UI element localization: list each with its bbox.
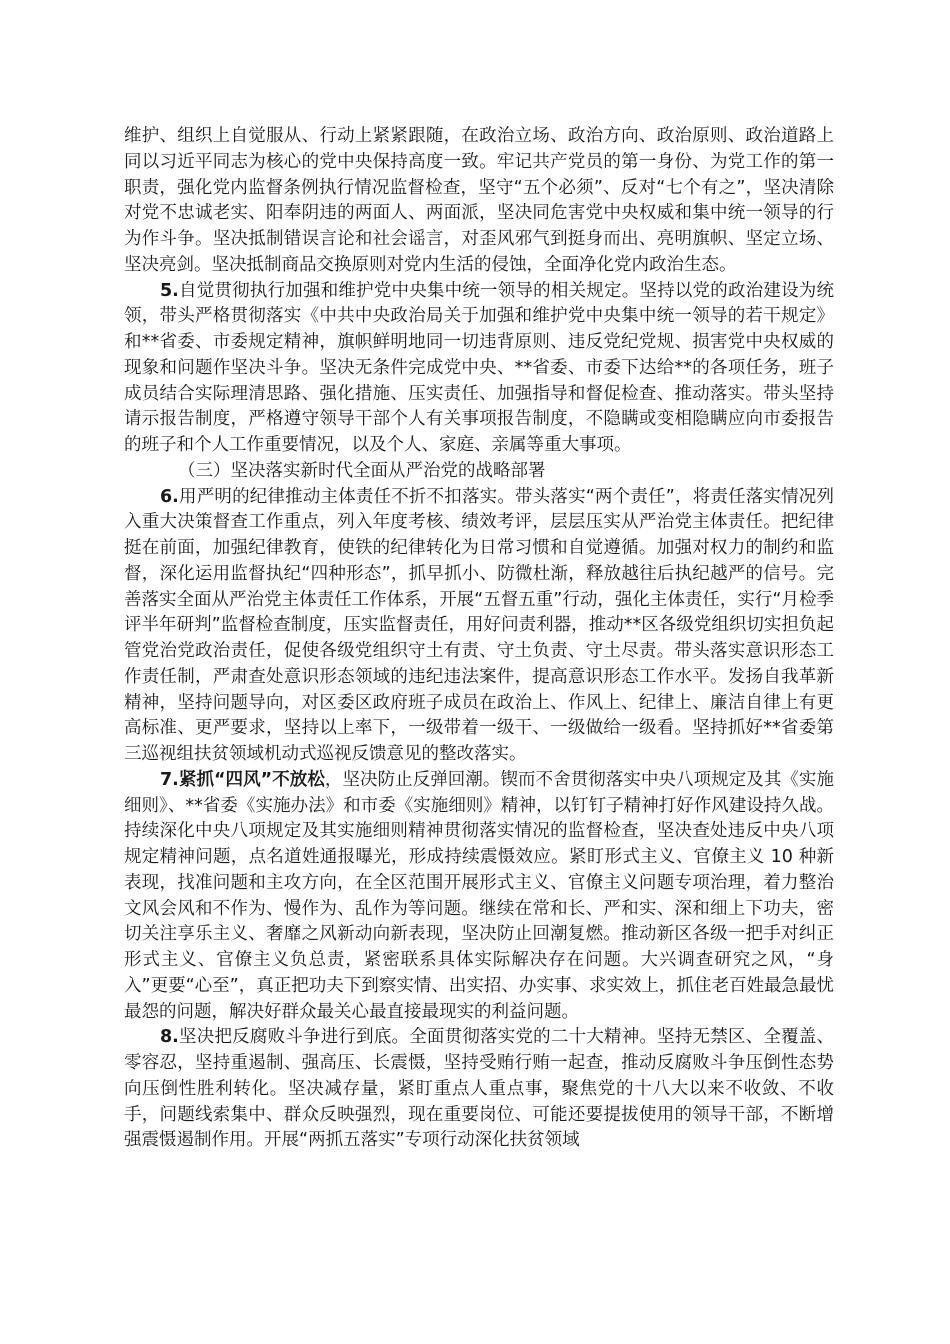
paragraph-text: 维护、组织上自觉服从、行动上紧紧跟随，在政治立场、政治方向、政治原则、政治道路上同以习近平同志为核心的党中央保持高度一致。牢记共产党员的第一身份、为党工作的第一职责，强化党内监督条例执行情况监督检查，坚守“五个必须”、反对“七个有之”，坚决清除对党不忠诚老实、阳奉阴违的两面人、两面派，坚决同危害党中央权威和集中统一领导的行为作斗争。坚决抵制错误言论和社会谣言，对歪风邪气到挺身而出、亮明旗帜、坚定立场、坚决亮剑。坚决抵制商品交换原则对党内生活的侵蚀，全面净化党内政治生态。 bbox=[124, 126, 834, 275]
item-number: 8. bbox=[160, 1027, 179, 1048]
document-body bbox=[124, 124, 834, 1154]
item-number: 5. bbox=[160, 280, 179, 301]
paragraph-item-6 bbox=[124, 485, 834, 768]
paragraph-item-8 bbox=[124, 1025, 834, 1154]
section-heading bbox=[124, 459, 834, 485]
item-number: 7. bbox=[160, 769, 179, 790]
item-lead-text: 紧抓“四风”不放松 bbox=[178, 769, 325, 790]
paragraph-text: 坚决把反腐败斗争进行到底。全面贯彻落实党的二十大精神。坚持无禁区、全覆盖、零容忍，坚持重遏制、强高压、长震慑，坚持受贿行贿一起查，推动反腐败斗争压倒性态势向压倒性胜利转化。坚决减存量，紧盯重点人重点事，聚焦党的十八大以来不收敛、不收手，问题线索集中、群众反映强烈，现在重要岗位、可能还要提拔使用的领导干部，不断增强震慑遏制作用。开展“两抓五落实”专项行动深化扶贫领域 bbox=[124, 1027, 834, 1151]
paragraph-text: 用严明的纪律推动主体责任不折不扣落实。带头落实“两个责任”，将责任落实情况列入重大决策督查工作重点，列入年度考核、绩效考评，层层压实从严治党主体责任。把纪律挺在前面，加强纪律教育，使铁的纪律转化为日常习惯和自觉遵循。加强对权力的制约和监督，深化运用监督执纪“四种形态”，抓早抓小、防微杜渐，释放越往后执纪越严的信号。完善落实全面从严治党主体责任工作体系，开展“五督五重”行动，强化主体责任，实行“月检季评半年研判”监督检查制度，压实监督责任，用好问责利器，推动**区各级党组织切实担负起管党治党政治责任，促使各级党组织守土有责、守土负责、守土尽责。带头落实意识形态工作责任制，严肃查处意识形态领域的违纪违法案件，提高意识形态工作水平。发扬自我革新精神，坚持问题导向，对区委区政府班子成员在政治上、作风上、纪律上、廉洁自律上有更高标准、更严要求，坚持以上率下，一级带着一级干、一级做给一级看。坚持抓好**省委第三巡视组扶贫领域机动式巡视反馈意见的整改落实。 bbox=[124, 486, 834, 764]
paragraph-text: 自觉贯彻执行加强和维护党中央集中统一领导的相关规定。坚持以党的政治建设为统领，带头严格贯彻落实《中共中央政治局关于加强和维护党中央集中统一领导的若干规定》和**省委、市委规定精神，旗帜鲜明地同一切违背原则、违反党纪党规、损害党中央权威的现象和问题作坚决斗争。坚决无条件完成党中央、**省委、市委下达给**的各项任务，班子成员结合实际理清思路、强化措施、压实责任、加强指导和督促检查、推动落实。带头坚持请示报告制度，严格遵守领导干部个人有关事项报告制度，不隐瞒或变相隐瞒应向市委报告的班子和个人工作重要情况，以及个人、家庭、亲属等重大事项。 bbox=[124, 280, 834, 455]
section-heading-text: （三）坚决落实新时代全面从严治党的战略部署 bbox=[178, 460, 546, 481]
paragraph-text: ，坚决防止反弹回潮。锲而不舍贯彻落实中央八项规定及其《实施细则》、**省委《实施办法》和市委《实施细则》精神，以钉钉子精神打好作风建设持久战。持续深化中央八项规定及其实施细则精神贯彻落实情况的监督检查，坚决查处违反中央八项规定精神问题，点名道姓通报曝光，形成持续震慑效应。紧盯形式主义、官僚主义 10 种新表现，找准问题和主攻方向，在全区范围开展形式主义、官僚主义问题专项治理，着力整治文风会风和不作为、慢作为、乱作为等问题。继续在常和长、严和实、深和细上下功夫，密切关注享乐主义、奢靡之风新动向新表现，坚决防止回潮复燃。推动新区各级一把手对纠正形式主义、官僚主义负总责，紧密联系具体实际解决存在问题。大兴调查研究之风，“身入”更要“心至”，真正把功夫下到察实情、出实招、办实事、求实效上，抓住老百姓最急最忧最怨的问题，解决好群众最关心最直接最现实的利益问题。 bbox=[124, 769, 834, 1022]
item-number: 6. bbox=[160, 486, 179, 507]
paragraph-continued bbox=[124, 124, 834, 279]
paragraph-item-5 bbox=[124, 279, 834, 459]
paragraph-item-7 bbox=[124, 768, 834, 1026]
